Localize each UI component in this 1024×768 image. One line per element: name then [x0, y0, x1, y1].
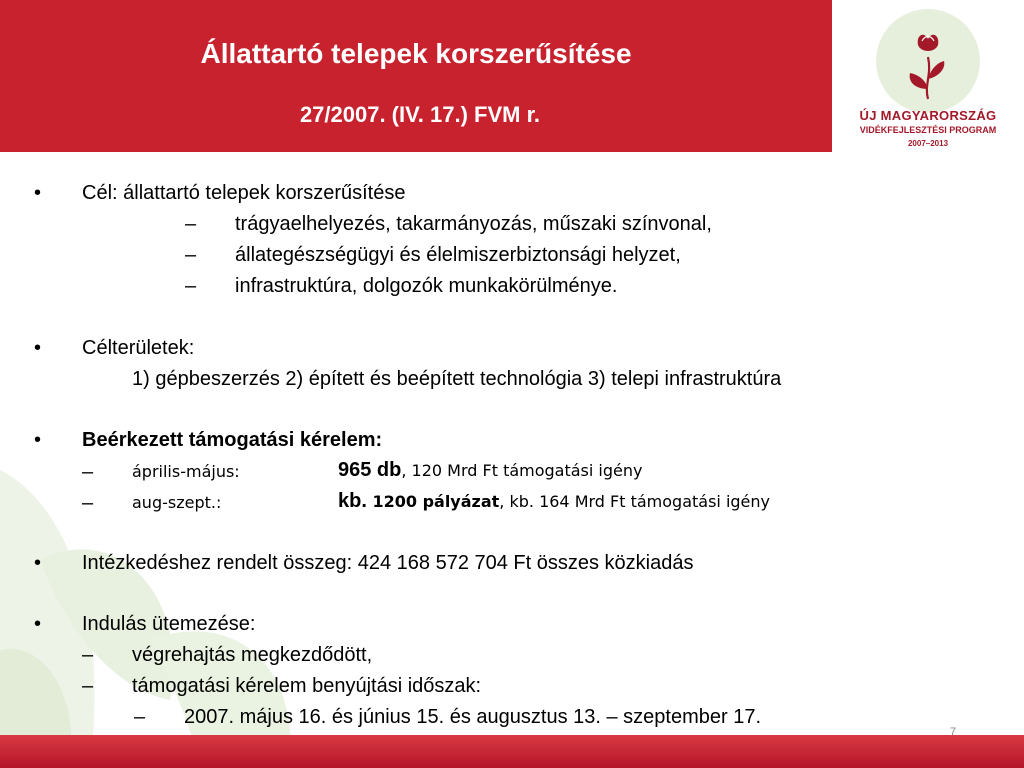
- dash-icon: –: [82, 644, 94, 666]
- applications-heading: Beérkezett támogatási kérelem:: [82, 429, 383, 451]
- schedule-item: végrehajtás megkezdődött,: [132, 644, 373, 666]
- bullet-icon: •: [34, 182, 42, 204]
- header-band: [0, 0, 832, 152]
- logo-years: 2007–2013: [907, 139, 949, 148]
- schedule-text: Indulás ütemezése:: [82, 613, 256, 635]
- application-period: április-május:: [132, 462, 240, 481]
- schedule-subitem: 2007. május 16. és június 15. és augusztus 13. – szeptember 17.: [184, 706, 762, 728]
- goal-item: infrastruktúra, dolgozók munkakörülménye.: [235, 275, 618, 297]
- application-count-prefix: kb.: [338, 490, 367, 512]
- target-areas-text: Célterületek:: [82, 337, 195, 359]
- goal-item: állategészségügyi és élelmiszerbiztonsági helyzet,: [235, 244, 681, 266]
- dash-icon: –: [185, 275, 197, 297]
- application-row-detail: [338, 489, 770, 514]
- budget-text: Intézkedéshez rendelt összeg: 424 168 572 704 Ft összes közkiadás: [82, 552, 694, 574]
- footer-band: [0, 735, 1024, 768]
- bullet-icon: •: [34, 552, 42, 574]
- goal-text: Cél: állattartó telepek korszerűsítése: [82, 182, 406, 204]
- application-row-detail: [338, 458, 642, 483]
- slide-title: Állattartó telepek korszerűsítése: [200, 38, 632, 69]
- dash-icon: –: [82, 461, 94, 483]
- application-count: 1200 pályázat: [372, 492, 500, 511]
- target-areas-detail: 1) gépbeszerzés 2) épített és beépített technológia 3) telepi infrastruktúra: [132, 368, 782, 390]
- dash-icon: –: [185, 213, 197, 235]
- bullet-icon: •: [34, 429, 42, 451]
- dash-icon: –: [82, 492, 94, 514]
- application-count: 965 db: [338, 459, 402, 481]
- bullet-icon: •: [34, 337, 42, 359]
- application-period: aug-szept.:: [132, 493, 222, 512]
- logo-subtitle: VIDÉKFEJLESZTÉSI PROGRAM: [859, 125, 997, 135]
- bullet-icon: •: [34, 613, 42, 635]
- goal-item: trágyaelhelyezés, takarmányozás, műszaki színvonal,: [235, 213, 712, 235]
- dash-icon: –: [185, 244, 197, 266]
- schedule-item: támogatási kérelem benyújtási időszak:: [132, 675, 482, 697]
- dash-icon: –: [134, 706, 146, 728]
- page-number: 7: [950, 726, 957, 738]
- slide-subtitle: 27/2007. (IV. 17.) FVM r.: [299, 102, 541, 127]
- dash-icon: –: [82, 675, 94, 697]
- application-rest: , kb. 164 Mrd Ft támogatási igény: [499, 492, 771, 511]
- logo-title: ÚJ MAGYARORSZÁG: [859, 108, 997, 123]
- application-rest: , 120 Mrd Ft támogatási igény: [401, 461, 643, 480]
